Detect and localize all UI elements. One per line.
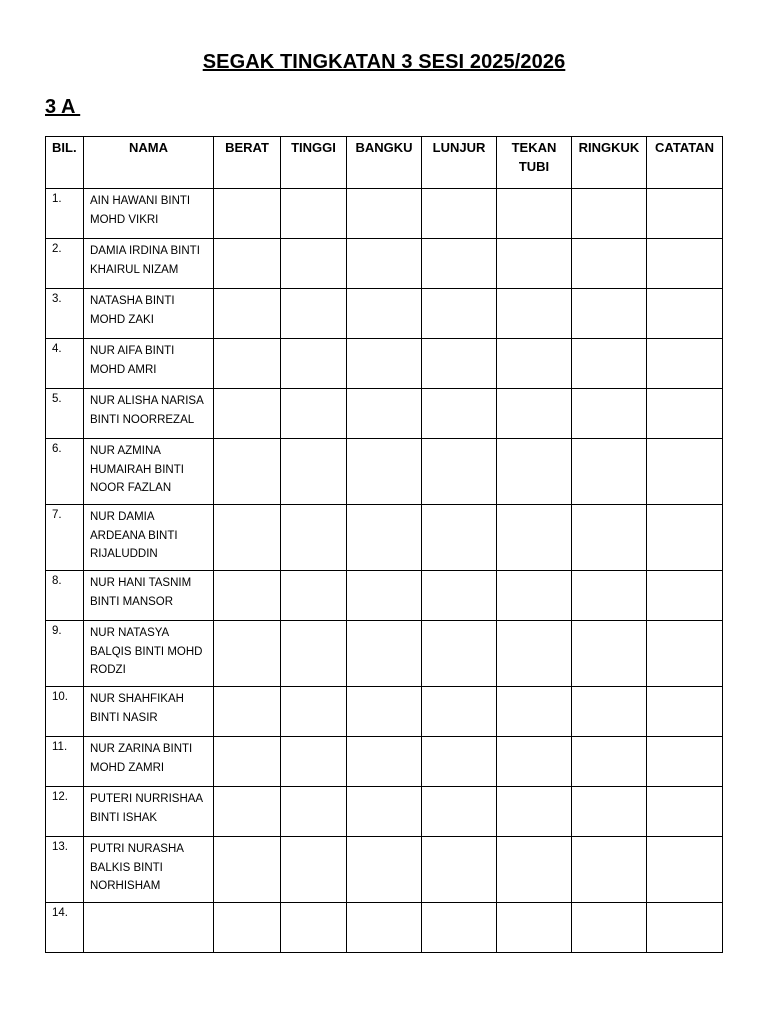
table-row — [46, 505, 723, 571]
header-ringkuk: RINGKUK — [572, 137, 647, 189]
lunjur-cell[interactable] — [422, 239, 497, 289]
bangku-cell[interactable] — [347, 737, 422, 787]
bangku-cell[interactable] — [347, 439, 422, 505]
tinggi-cell[interactable] — [281, 571, 347, 621]
berat-cell[interactable] — [214, 571, 281, 621]
catatan-cell[interactable] — [647, 621, 723, 687]
table-row — [46, 737, 723, 787]
student-name: NUR ALISHA NARISA BINTI NOORREZAL — [84, 389, 214, 439]
tinggi-cell[interactable] — [281, 289, 347, 339]
tekan-tubi-cell[interactable] — [497, 505, 572, 571]
student-name: NATASHA BINTI MOHD ZAKI — [84, 289, 214, 339]
catatan-cell[interactable] — [647, 239, 723, 289]
lunjur-cell[interactable] — [422, 571, 497, 621]
ringkuk-cell[interactable] — [572, 837, 647, 903]
table-row — [46, 389, 723, 439]
document-title: SEGAK TINGKATAN 3 SESI 2025/2026 — [202, 51, 566, 73]
berat-cell[interactable] — [214, 903, 281, 953]
table-row — [46, 289, 723, 339]
table-row — [46, 239, 723, 289]
ringkuk-cell[interactable] — [572, 903, 647, 953]
lunjur-cell[interactable] — [422, 687, 497, 737]
lunjur-cell[interactable] — [422, 787, 497, 837]
tekan-tubi-cell[interactable] — [497, 289, 572, 339]
tekan-tubi-cell[interactable] — [497, 439, 572, 505]
lunjur-cell[interactable] — [422, 439, 497, 505]
table-row — [46, 189, 723, 239]
catatan-cell[interactable] — [647, 189, 723, 239]
berat-cell[interactable] — [214, 339, 281, 389]
lunjur-cell[interactable] — [422, 903, 497, 953]
catatan-cell[interactable] — [647, 439, 723, 505]
ringkuk-cell[interactable] — [572, 621, 647, 687]
ringkuk-cell[interactable] — [572, 289, 647, 339]
row-number: 4. — [46, 339, 84, 389]
student-name: NUR DAMIA ARDEANA BINTI RIJALUDDIN — [84, 505, 214, 571]
header-nama: NAMA — [84, 137, 214, 189]
tinggi-cell[interactable] — [281, 339, 347, 389]
tinggi-cell[interactable] — [281, 903, 347, 953]
lunjur-cell[interactable] — [422, 505, 497, 571]
table-row — [46, 621, 723, 687]
header-berat: BERAT — [214, 137, 281, 189]
bangku-cell[interactable] — [347, 571, 422, 621]
student-name: NUR HANI TASNIM BINTI MANSOR — [84, 571, 214, 621]
student-name: NUR NATASYA BALQIS BINTI MOHD RODZI — [84, 621, 214, 687]
student-name — [84, 903, 214, 953]
row-number: 1. — [46, 189, 84, 239]
bangku-cell[interactable] — [347, 189, 422, 239]
ringkuk-cell[interactable] — [572, 737, 647, 787]
ringkuk-cell[interactable] — [572, 339, 647, 389]
catatan-cell[interactable] — [647, 687, 723, 737]
ringkuk-cell[interactable] — [572, 787, 647, 837]
tekan-tubi-cell[interactable] — [497, 687, 572, 737]
lunjur-cell[interactable] — [422, 389, 497, 439]
student-name: DAMIA IRDINA BINTI KHAIRUL NIZAM — [84, 239, 214, 289]
tekan-tubi-cell[interactable] — [497, 903, 572, 953]
bangku-cell[interactable] — [347, 787, 422, 837]
row-number: 8. — [46, 571, 84, 621]
tekan-tubi-cell[interactable] — [497, 239, 572, 289]
row-number: 3. — [46, 289, 84, 339]
student-name: PUTRI NURASHA BALKIS BINTI NORHISHAM — [84, 837, 214, 903]
tinggi-cell[interactable] — [281, 239, 347, 289]
bangku-cell[interactable] — [347, 339, 422, 389]
student-name: NUR SHAHFIKAH BINTI NASIR — [84, 687, 214, 737]
tekan-tubi-cell[interactable] — [497, 837, 572, 903]
tekan-tubi-cell[interactable] — [497, 737, 572, 787]
header-bangku: BANGKU — [347, 137, 422, 189]
ringkuk-cell[interactable] — [572, 571, 647, 621]
header-bil: BIL. — [46, 137, 84, 189]
ringkuk-cell[interactable] — [572, 239, 647, 289]
fitness-record-table — [45, 136, 723, 953]
tekan-tubi-cell[interactable] — [497, 621, 572, 687]
table-row — [46, 439, 723, 505]
tekan-tubi-cell[interactable] — [497, 389, 572, 439]
berat-cell[interactable] — [214, 289, 281, 339]
tekan-tubi-cell[interactable] — [497, 189, 572, 239]
row-number: 14. — [46, 903, 84, 953]
berat-cell[interactable] — [214, 189, 281, 239]
table-row — [46, 571, 723, 621]
tekan-tubi-cell[interactable] — [497, 339, 572, 389]
row-number: 5. — [46, 389, 84, 439]
table-row — [46, 339, 723, 389]
student-name: PUTERI NURRISHAA BINTI ISHAK — [84, 787, 214, 837]
ringkuk-cell[interactable] — [572, 389, 647, 439]
student-name: NUR AIFA BINTI MOHD AMRI — [84, 339, 214, 389]
catatan-cell[interactable] — [647, 289, 723, 339]
berat-cell[interactable] — [214, 239, 281, 289]
ringkuk-cell[interactable] — [572, 439, 647, 505]
ringkuk-cell[interactable] — [572, 687, 647, 737]
tinggi-cell[interactable] — [281, 621, 347, 687]
bangku-cell[interactable] — [347, 903, 422, 953]
bangku-cell[interactable] — [347, 289, 422, 339]
bangku-cell[interactable] — [347, 239, 422, 289]
catatan-cell[interactable] — [647, 339, 723, 389]
tinggi-cell[interactable] — [281, 837, 347, 903]
tinggi-cell[interactable] — [281, 389, 347, 439]
table-row — [46, 787, 723, 837]
header-tekan-tubi: TEKAN TUBI — [497, 137, 572, 189]
catatan-cell[interactable] — [647, 787, 723, 837]
row-number: 12. — [46, 787, 84, 837]
student-name: NUR ZARINA BINTI MOHD ZAMRI — [84, 737, 214, 787]
lunjur-cell[interactable] — [422, 837, 497, 903]
header-lunjur: LUNJUR — [422, 137, 497, 189]
row-number: 2. — [46, 239, 84, 289]
catatan-cell[interactable] — [647, 737, 723, 787]
tinggi-cell[interactable] — [281, 687, 347, 737]
lunjur-cell[interactable] — [422, 621, 497, 687]
row-number: 10. — [46, 687, 84, 737]
ringkuk-cell[interactable] — [572, 505, 647, 571]
lunjur-cell[interactable] — [422, 289, 497, 339]
bangku-cell[interactable] — [347, 505, 422, 571]
tinggi-cell[interactable] — [281, 439, 347, 505]
berat-cell[interactable] — [214, 505, 281, 571]
tinggi-cell[interactable] — [281, 189, 347, 239]
berat-cell[interactable] — [214, 687, 281, 737]
lunjur-cell[interactable] — [422, 737, 497, 787]
table-row — [46, 903, 723, 953]
berat-cell[interactable] — [214, 621, 281, 687]
berat-cell[interactable] — [214, 389, 281, 439]
berat-cell[interactable] — [214, 787, 281, 837]
tinggi-cell[interactable] — [281, 737, 347, 787]
berat-cell[interactable] — [214, 737, 281, 787]
table-header-row — [46, 137, 723, 189]
tekan-tubi-cell[interactable] — [497, 571, 572, 621]
catatan-cell[interactable] — [647, 571, 723, 621]
row-number: 11. — [46, 737, 84, 787]
row-number: 6. — [46, 439, 84, 505]
tekan-tubi-cell[interactable] — [497, 787, 572, 837]
row-number: 7. — [46, 505, 84, 571]
row-number: 9. — [46, 621, 84, 687]
catatan-cell[interactable] — [647, 389, 723, 439]
catatan-cell[interactable] — [647, 903, 723, 953]
header-catatan: CATATAN — [647, 137, 723, 189]
catatan-cell[interactable] — [647, 505, 723, 571]
berat-cell[interactable] — [214, 439, 281, 505]
ringkuk-cell[interactable] — [572, 189, 647, 239]
student-name: AIN HAWANI BINTI MOHD VIKRI — [84, 189, 214, 239]
row-number: 13. — [46, 837, 84, 903]
header-tinggi: TINGGI — [281, 137, 347, 189]
berat-cell[interactable] — [214, 837, 281, 903]
tinggi-cell[interactable] — [281, 505, 347, 571]
lunjur-cell[interactable] — [422, 339, 497, 389]
student-name: NUR AZMINA HUMAIRAH BINTI NOOR FAZLAN — [84, 439, 214, 505]
catatan-cell[interactable] — [647, 837, 723, 903]
lunjur-cell[interactable] — [422, 189, 497, 239]
tinggi-cell[interactable] — [281, 787, 347, 837]
bangku-cell[interactable] — [347, 687, 422, 737]
bangku-cell[interactable] — [347, 837, 422, 903]
table-row — [46, 687, 723, 737]
bangku-cell[interactable] — [347, 621, 422, 687]
class-heading: 3 A — [45, 96, 81, 118]
bangku-cell[interactable] — [347, 389, 422, 439]
table-row — [46, 837, 723, 903]
